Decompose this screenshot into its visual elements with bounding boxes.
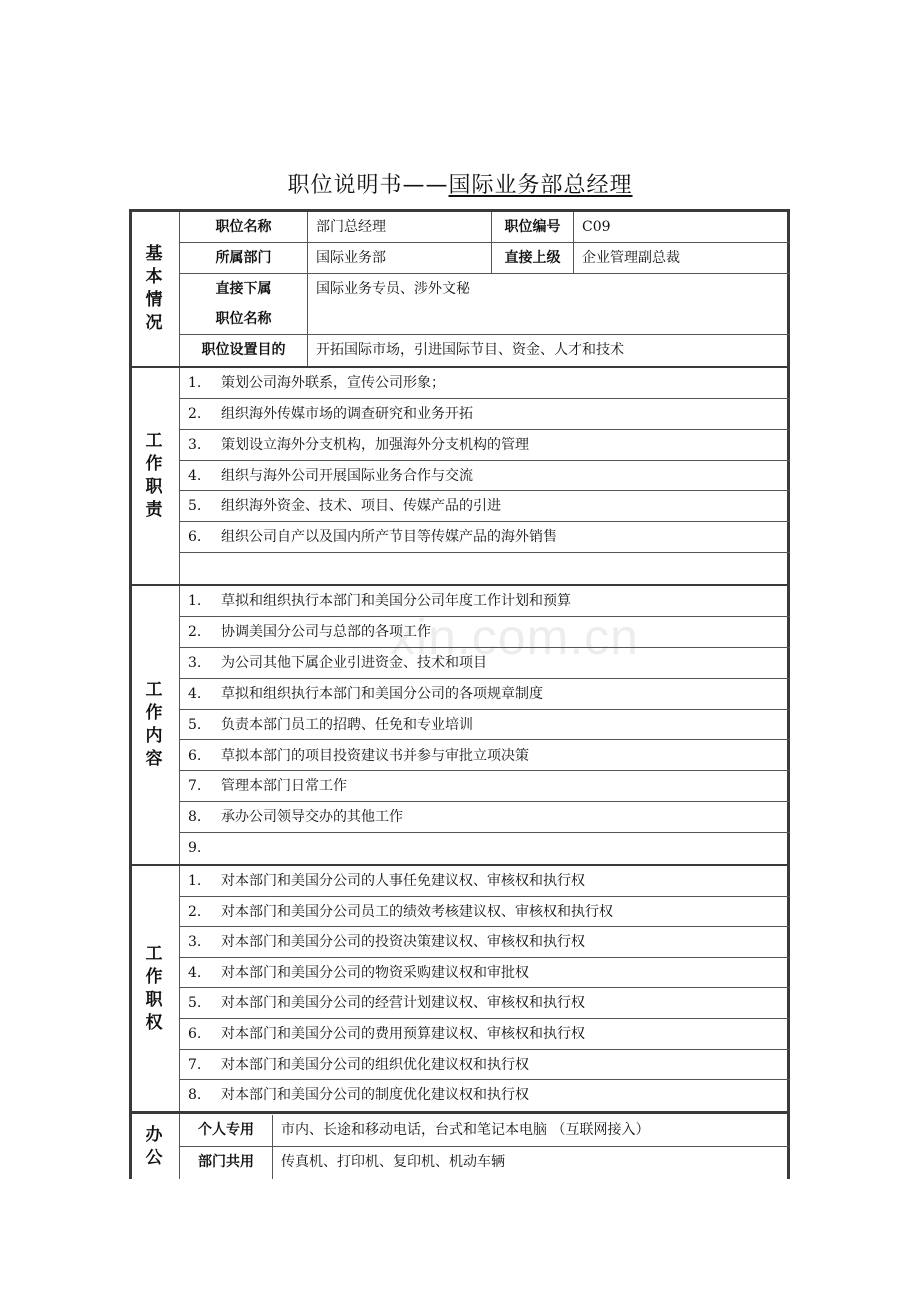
- job-code-label: 职位编号: [492, 212, 574, 242]
- list-item-text: 组织与海外公司开展国际业务合作与交流: [221, 467, 473, 484]
- job-title-value: 部门总经理: [308, 212, 492, 242]
- list-item: [180, 461, 790, 492]
- list-item: [180, 368, 790, 399]
- list-item: [180, 617, 790, 648]
- list-item-text: 协调美国分公司与总部的各项工作: [221, 623, 431, 640]
- list-item-number: 4.: [188, 964, 202, 981]
- list-item-number: 5.: [188, 498, 202, 515]
- list-item: [180, 1050, 790, 1081]
- list-item: [180, 430, 790, 461]
- work-content-section: [129, 586, 790, 864]
- list-item-text: 对本部门和美国分公司的组织优化建议权和执行权: [221, 1056, 529, 1073]
- list-item-number: 8.: [188, 1087, 202, 1104]
- list-item-text: 对本部门和美国分公司员工的绩效考核建议权、审核权和执行权: [221, 903, 613, 920]
- list-item-text: 组织公司自产以及国内所产节目等传媒产品的海外销售: [221, 529, 557, 546]
- duties-side-label: 工作职责: [129, 368, 180, 584]
- personal-use-value: 市内、长途和移动电话，台式和笔记本电脑 （互联网接入）: [281, 1122, 650, 1138]
- page-title: [0, 168, 920, 199]
- purpose-value: 开拓国际市场，引进国际节目、资金、人才和技术: [316, 342, 624, 358]
- list-item-number: 3.: [188, 654, 202, 671]
- list-item-number: 7.: [188, 778, 202, 795]
- list-item-number: 3.: [188, 436, 202, 453]
- list-item-text: 承办公司领导交办的其他工作: [221, 809, 403, 826]
- list-item-number: 5.: [188, 995, 202, 1012]
- list-item: [180, 1019, 790, 1050]
- basic-row-1: [180, 212, 790, 243]
- list-item-text: 对本部门和美国分公司的经营计划建议权、审核权和执行权: [221, 995, 585, 1012]
- watermark: xin.com.cn: [390, 609, 639, 665]
- job-title-label: 职位名称: [180, 212, 308, 242]
- title-job-name: 国际业务部总经理: [448, 173, 633, 198]
- list-item: [180, 648, 790, 679]
- list-item: [180, 710, 790, 741]
- list-item-number: 6.: [188, 1026, 202, 1042]
- office-side-label: 办公: [129, 1114, 180, 1179]
- list-item-text: 组织海外传媒市场的调查研究和业务开拓: [221, 405, 473, 422]
- basic-row-4: [180, 335, 790, 366]
- subordinates-value: 国际业务专员、涉外文秘: [316, 281, 470, 297]
- list-item: [180, 897, 790, 928]
- list-item-number: 6.: [188, 747, 202, 764]
- subordinates-label-line-1: 直接下属: [215, 281, 272, 297]
- list-item-text: 管理本部门日常工作: [221, 778, 347, 795]
- list-item-number: 3.: [188, 934, 202, 951]
- list-item-number: 2.: [188, 405, 202, 422]
- list-item-text: 对本部门和美国分公司的制度优化建议权和执行权: [221, 1087, 529, 1104]
- office-section: [129, 1114, 790, 1179]
- authority-side-label: 工作职权: [129, 866, 180, 1111]
- shared-use-value: 传真机、打印机、复印机、机动车辆: [281, 1154, 505, 1170]
- list-item-number: 2.: [188, 623, 202, 640]
- list-item: [180, 522, 790, 553]
- office-row-shared: [180, 1147, 790, 1179]
- list-item-number: 6.: [188, 529, 202, 546]
- department-value: 国际业务部: [308, 243, 492, 273]
- list-item-number: 1.: [188, 873, 202, 889]
- list-item-text: 对本部门和美国分公司的人事任免建议权、审核权和执行权: [221, 873, 585, 889]
- list-item-text: 对本部门和美国分公司的费用预算建议权、审核权和执行权: [221, 1026, 585, 1042]
- basic-info-section: [129, 212, 790, 366]
- basic-row-3: [180, 274, 790, 335]
- job-code-value: C09: [582, 219, 611, 235]
- office-row-personal: [180, 1115, 790, 1147]
- list-item-text: 草拟本部门的项目投资建议书并参与审批立项决策: [221, 747, 529, 764]
- subordinates-label-line-2: 职位名称: [215, 311, 272, 327]
- list-item: [180, 586, 790, 617]
- list-item: [180, 399, 790, 430]
- basic-info-side-label: 基本情况: [129, 212, 180, 366]
- supervisor-value: 企业管理副总裁: [582, 250, 680, 266]
- list-item-text: 草拟和组织执行本部门和美国分公司的各项规章制度: [221, 685, 543, 702]
- list-item-text: 对本部门和美国分公司的物资采购建议权和审批权: [221, 964, 529, 981]
- personal-use-label: 个人专用: [180, 1115, 273, 1146]
- list-item: [180, 833, 790, 864]
- list-item: [180, 927, 790, 958]
- list-item-number: 4.: [188, 685, 202, 702]
- work-content-side-label: 工作内容: [129, 586, 180, 864]
- supervisor-label: 直接上级: [492, 243, 574, 273]
- list-item-text: 对本部门和美国分公司的投资决策建议权、审核权和执行权: [221, 934, 585, 951]
- list-item: [180, 1080, 790, 1111]
- list-item-text: 策划设立海外分支机构，加强海外分支机构的管理: [221, 436, 529, 453]
- purpose-label: 职位设置目的: [180, 335, 308, 366]
- list-item-text: 策划公司海外联系，宣传公司形象；: [221, 375, 445, 391]
- list-item: [180, 802, 790, 833]
- list-item-number: 2.: [188, 903, 202, 920]
- list-item-text: 负责本部门员工的招聘、任免和专业培训: [221, 716, 473, 733]
- shared-use-label: 部门共用: [180, 1147, 273, 1179]
- list-item: [180, 491, 790, 522]
- list-item-number: 8.: [188, 809, 202, 826]
- list-item-text: 为公司其他下属企业引进资金、技术和项目: [221, 654, 487, 671]
- list-item-text: 草拟和组织执行本部门和美国分公司年度工作计划和预算: [221, 593, 571, 609]
- list-item: [180, 958, 790, 989]
- list-item-number: 4.: [188, 467, 202, 484]
- list-item-number: 1.: [188, 375, 202, 391]
- basic-row-2: [180, 243, 790, 274]
- list-item: [180, 866, 790, 897]
- list-item: [180, 553, 790, 584]
- subordinates-label: [180, 274, 308, 334]
- department-label: 所属部门: [180, 243, 308, 273]
- list-item: [180, 679, 790, 710]
- list-item-number: 1.: [188, 593, 202, 609]
- title-prefix: 职位说明书——: [287, 173, 449, 198]
- list-item-number: 9.: [188, 840, 202, 857]
- list-item: [180, 771, 790, 802]
- list-item-number: 7.: [188, 1056, 202, 1073]
- list-item-text: 组织海外资金、技术、项目、传媒产品的引进: [221, 498, 501, 515]
- authority-section: [129, 866, 790, 1111]
- list-item-number: 5.: [188, 716, 202, 733]
- list-item: [180, 988, 790, 1019]
- list-item: [180, 741, 790, 772]
- duties-section: [129, 368, 790, 584]
